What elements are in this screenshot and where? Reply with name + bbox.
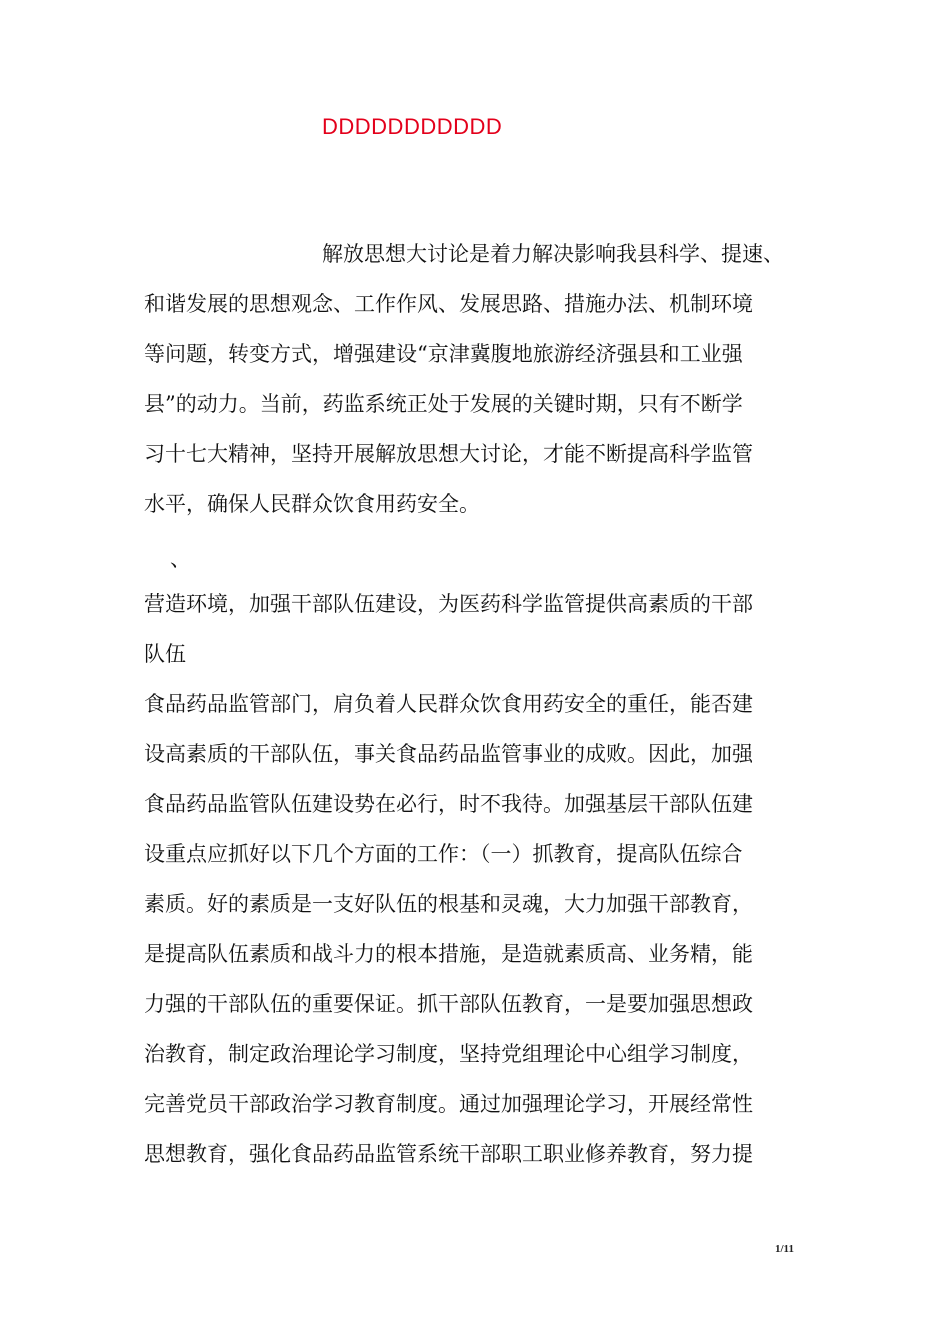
body-line-6: 是提高队伍素质和战斗力的根本措施，是造就素质高、业务精，能 bbox=[144, 942, 753, 966]
body-line-7: 力强的干部队伍的重要保证。抓干部队伍教育，一是要加强思想政 bbox=[144, 992, 753, 1016]
intro-line-2: 和谐发展的思想观念、工作作风、发展思路、措施办法、机制环境 bbox=[144, 292, 753, 316]
section-heading-line-1: 营造环境，加强干部队伍建设，为医药科学监管提供高素质的干部 bbox=[144, 592, 753, 616]
body-line-10: 思想教育，强化食品药品监管系统干部职工职业修养教育，努力提 bbox=[144, 1142, 753, 1166]
body-line-4: 设重点应抓好以下几个方面的工作：（一）抓教育，提高队伍综合 bbox=[144, 842, 743, 866]
page-number: 1/11 bbox=[775, 1243, 794, 1255]
section-mark: 、 bbox=[170, 547, 191, 571]
document-title: DDDDDDDDDDD bbox=[322, 114, 503, 139]
body-line-1: 食品药品监管部门，肩负着人民群众饮食用药安全的重任，能否建 bbox=[144, 692, 753, 716]
body-line-3: 食品药品监管队伍建设势在必行，时不我待。加强基层干部队伍建 bbox=[144, 792, 753, 816]
intro-line-5: 习十七大精神，坚持开展解放思想大讨论，才能不断提高科学监管 bbox=[144, 442, 753, 466]
section-heading-line-2: 队伍 bbox=[144, 642, 186, 666]
body-line-9: 完善党员干部政治学习教育制度。通过加强理论学习，开展经常性 bbox=[144, 1092, 753, 1116]
body-line-5: 素质。好的素质是一支好队伍的根基和灵魂，大力加强干部教育， bbox=[144, 892, 753, 916]
intro-line-3: 等问题，转变方式，增强建设“京津冀腹地旅游经济强县和工业强 bbox=[144, 342, 743, 366]
intro-line-6: 水平，确保人民群众饮食用药安全。 bbox=[144, 492, 480, 516]
body-line-8: 治教育，制定政治理论学习制度，坚持党组理论中心组学习制度， bbox=[144, 1042, 753, 1066]
intro-line-4: 县”的动力。当前，药监系统正处于发展的关键时期，只有不断学 bbox=[144, 392, 743, 416]
intro-line-1: 解放思想大讨论是着力解决影响我县科学、提速、 bbox=[322, 242, 784, 266]
body-line-2: 设高素质的干部队伍，事关食品药品监管事业的成败。因此，加强 bbox=[144, 742, 753, 766]
